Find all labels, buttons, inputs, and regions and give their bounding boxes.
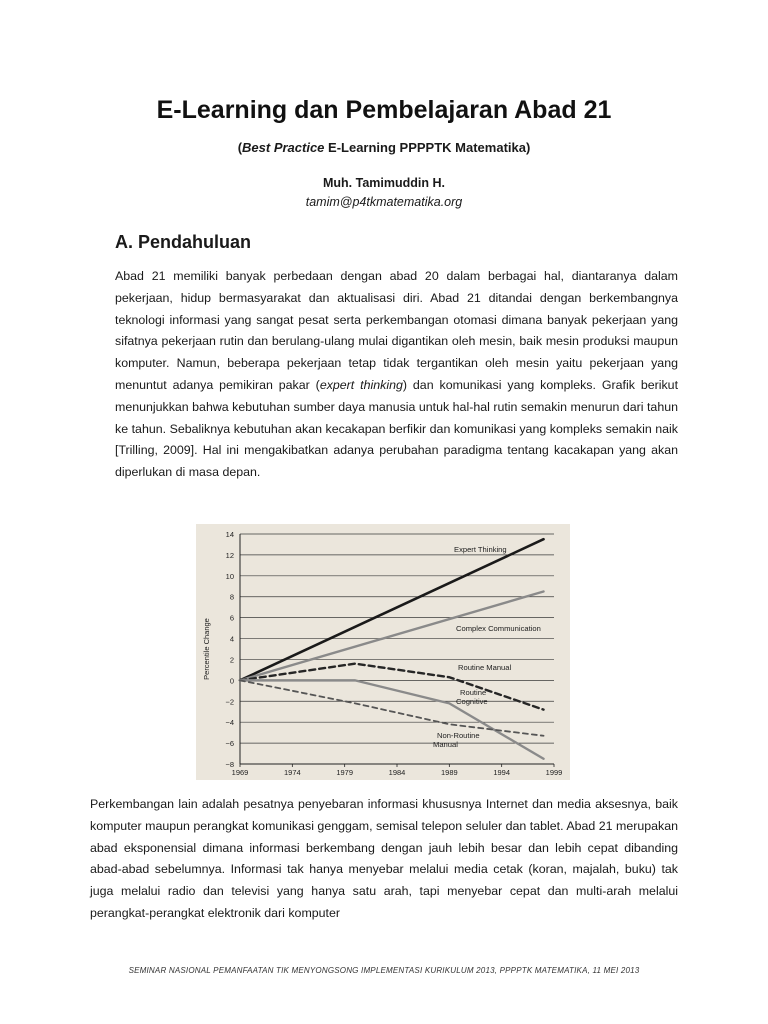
y-tick-label: 0 xyxy=(229,676,234,686)
y-tick-label: 12 xyxy=(225,550,234,560)
series-label-non-routine-manual: Manual xyxy=(433,740,458,749)
series-label-routine-cognitive: Cognitive xyxy=(456,697,488,706)
x-tick-label: 1979 xyxy=(336,768,354,777)
x-tick-label: 1984 xyxy=(388,768,406,777)
y-tick-label: 8 xyxy=(229,592,234,602)
y-tick-label: −2 xyxy=(225,697,234,707)
paper-subtitle xyxy=(0,140,768,155)
x-tick-label: 1969 xyxy=(231,768,249,777)
y-tick-label: −8 xyxy=(225,760,234,769)
paragraph-intro-part1: Abad 21 memiliki banyak perbedaan dengan abad 20 dalam berbagai hal, diantaranya dalam pekerjaan, hidup bermasyarakat dan aktualisasi diri. Abad 21 ditandai dengan berkembangnya teknologi informasi yang sangat pesat serta perkembangan otomasi dimana banyak pekerjaan yang sifatnya pekerjaan rutin dan berulang-ulang mulai digantikan oleh mesin, baik mesin produksi maupun komputer. Namun, beberapa pekerjaan tetap tidak tergantikan oleh mesin yaitu pekerjaan yang menuntut adanya pemikiran pakar ( xyxy=(115,269,678,392)
section-heading: A. Pendahuluan xyxy=(115,232,252,252)
x-tick-label: 1989 xyxy=(440,768,458,777)
y-tick-label: 6 xyxy=(229,613,234,623)
subtitle-rest: E-Learning PPPPTK Matematika) xyxy=(324,140,531,155)
paragraph-intro-italic: expert thinking xyxy=(319,377,403,392)
chart-figure xyxy=(196,524,570,780)
series-line-routine-cognitive xyxy=(240,680,544,758)
series-label-complex-communication: Complex Communication xyxy=(456,624,541,633)
paragraph-intro-part2: ) dan komunikasi yang kompleks. Grafik berikut menunjukkan bahwa kebutuhan sumber daya manusia untuk hal-hal rutin semakin menurun dari tahun ke tahun. Sebaliknya kebutuhan akan kecakapan berfikir dan komunikasi yang kompleks semakin naik [Trilling, 2009]. Hal ini mengakibatkan adanya perubahan paradigma tentang kacakapan yang akan diperlukan di masa depan. xyxy=(115,377,679,480)
y-tick-label: 14 xyxy=(225,530,234,539)
author-name: Muh. Tamimuddin H. xyxy=(323,176,445,190)
y-tick-label: 10 xyxy=(225,571,234,581)
x-tick-label: 1974 xyxy=(283,768,301,777)
series-label-routine-cognitive: Routine xyxy=(460,688,487,697)
y-tick-label: −6 xyxy=(225,739,234,749)
percentile-change-chart xyxy=(196,524,570,780)
paragraph-second: Perkembangan lain adalah pesatnya penyebaran informasi khususnya Internet dan media aksesnya, baik komputer maupun perangkat komunikasi genggam, semisal telepon seluler dan tablet. Abad 21 merupakan abad eksponensial dimana informasi berkembang dengan jauh lebih besar dan lebih cepat dibanding abad-abad sebelumnya. Informasi tak hanya menyebar melalui media cetak (koran, majalah, buku) tak juga melalui radio dan televisi yang hanya satu arah, tapi menyebar cepat dan multi-arah melalui perangkat-perangkat elektronik dari komputer xyxy=(90,797,678,920)
y-tick-label: −4 xyxy=(225,718,234,728)
x-tick-label: 1994 xyxy=(493,768,511,777)
paper-title: E-Learning dan Pembelajaran Abad 21 xyxy=(156,96,612,124)
series-label-expert-thinking: Expert Thinking xyxy=(454,545,507,554)
subtitle-italic: Best Practice xyxy=(242,140,325,155)
x-tick-label: 1999 xyxy=(545,768,563,777)
y-tick-label: 4 xyxy=(229,634,234,644)
subtitle-open: ( xyxy=(237,140,243,155)
paragraph-intro xyxy=(115,266,678,484)
series-label-routine-manual: Routine Manual xyxy=(458,663,512,672)
page-footer: SEMINAR NASIONAL PEMANFAATAN TIK MENYONGSONG IMPLEMENTASI KURIKULUM 2013, PPPPTK MATEMATIKA, 11 MEI 2013 xyxy=(128,966,640,975)
y-tick-label: 2 xyxy=(229,655,234,665)
series-label-non-routine-manual: Non-Routine xyxy=(437,731,480,740)
y-axis-label: Percentile Change xyxy=(202,618,211,680)
author-email[interactable]: tamim@p4tkmatematika.org xyxy=(305,195,463,209)
